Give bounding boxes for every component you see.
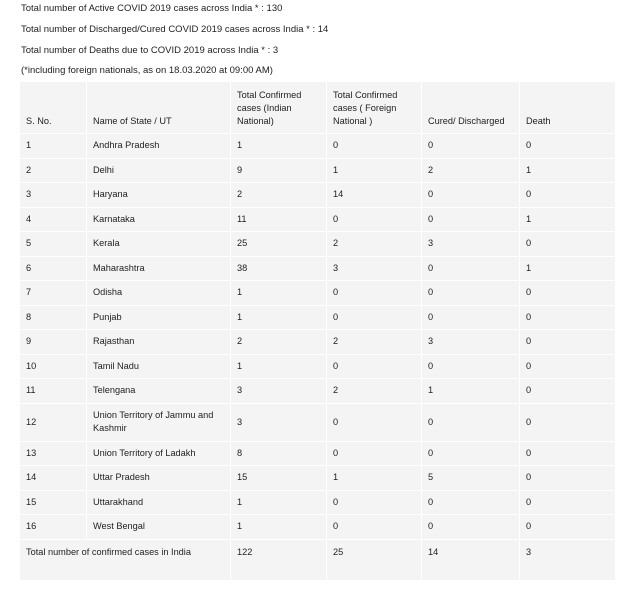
cell-serial-no: 12 <box>20 403 87 441</box>
cell-state-name: Andhra Pradesh <box>87 134 231 159</box>
cell-death: 0 <box>520 232 616 257</box>
cell-death: 1 <box>520 158 616 183</box>
table-row <box>20 490 616 515</box>
cell-confirmed-foreign: 0 <box>327 134 422 159</box>
cell-cured: 0 <box>422 305 520 330</box>
cell-state-name: Kerala <box>87 232 231 257</box>
data-note: (*including foreign nationals, as on 18.03.2020 at 09:00 AM) <box>21 65 273 76</box>
cell-serial-no: 10 <box>20 354 87 379</box>
cell-confirmed-foreign: 0 <box>327 441 422 466</box>
cell-cured: 0 <box>422 490 520 515</box>
total-cured: 14 <box>422 539 520 580</box>
table-header-row <box>20 82 616 134</box>
cell-confirmed-indian: 3 <box>231 379 327 404</box>
table-row <box>20 379 616 404</box>
cell-state-name: Union Territory of Jammu and Kashmir <box>87 403 231 441</box>
cell-confirmed-indian: 15 <box>231 466 327 491</box>
table-row <box>20 158 616 183</box>
cell-confirmed-indian: 11 <box>231 207 327 232</box>
cell-confirmed-indian: 2 <box>231 183 327 208</box>
header-serial-no: S. No. <box>20 82 87 134</box>
cell-confirmed-foreign: 2 <box>327 330 422 355</box>
table-row <box>20 305 616 330</box>
cell-cured: 3 <box>422 330 520 355</box>
cell-death: 1 <box>520 256 616 281</box>
cell-confirmed-foreign: 1 <box>327 158 422 183</box>
cell-confirmed-indian: 1 <box>231 134 327 159</box>
cell-state-name: Tamil Nadu <box>87 354 231 379</box>
cell-death: 0 <box>520 466 616 491</box>
cell-serial-no: 14 <box>20 466 87 491</box>
cell-serial-no: 15 <box>20 490 87 515</box>
header-cured-discharged: Cured/ Discharged <box>422 82 520 134</box>
cell-serial-no: 3 <box>20 183 87 208</box>
cell-state-name: West Bengal <box>87 515 231 540</box>
cell-state-name: Haryana <box>87 183 231 208</box>
cell-state-name: Karnataka <box>87 207 231 232</box>
cell-death: 0 <box>520 330 616 355</box>
header-death: Death <box>520 82 616 134</box>
total-death: 3 <box>520 539 616 580</box>
cell-confirmed-indian: 1 <box>231 281 327 306</box>
cell-serial-no: 4 <box>20 207 87 232</box>
table-row <box>20 354 616 379</box>
cell-state-name: Odisha <box>87 281 231 306</box>
table-row <box>20 403 616 441</box>
cell-confirmed-foreign: 0 <box>327 354 422 379</box>
cell-death: 0 <box>520 515 616 540</box>
cell-serial-no: 8 <box>20 305 87 330</box>
cell-confirmed-foreign: 14 <box>327 183 422 208</box>
cell-cured: 3 <box>422 232 520 257</box>
header-confirmed-foreign: Total Confirmed cases ( Foreign National ) <box>327 82 422 134</box>
cell-confirmed-foreign: 2 <box>327 232 422 257</box>
cell-cured: 0 <box>422 354 520 379</box>
table-row <box>20 256 616 281</box>
cell-death: 1 <box>520 207 616 232</box>
cell-serial-no: 16 <box>20 515 87 540</box>
cell-cured: 0 <box>422 441 520 466</box>
cell-confirmed-foreign: 0 <box>327 515 422 540</box>
cell-cured: 0 <box>422 256 520 281</box>
cell-serial-no: 7 <box>20 281 87 306</box>
cell-death: 0 <box>520 305 616 330</box>
cell-cured: 2 <box>422 158 520 183</box>
cell-state-name: Uttar Pradesh <box>87 466 231 491</box>
cell-serial-no: 2 <box>20 158 87 183</box>
cell-death: 0 <box>520 183 616 208</box>
discharged-cases-summary: Total number of Discharged/Cured COVID 2019 cases across India * : 14 <box>21 24 329 35</box>
cell-death: 0 <box>520 354 616 379</box>
table-row <box>20 330 616 355</box>
cell-confirmed-indian: 38 <box>231 256 327 281</box>
cell-cured: 1 <box>422 379 520 404</box>
total-label: Total number of confirmed cases in India <box>20 539 231 580</box>
cell-confirmed-foreign: 3 <box>327 256 422 281</box>
cell-death: 0 <box>520 134 616 159</box>
cell-state-name: Union Territory of Ladakh <box>87 441 231 466</box>
cell-confirmed-foreign: 0 <box>327 207 422 232</box>
total-indian: 122 <box>231 539 327 580</box>
table-row <box>20 281 616 306</box>
deaths-summary: Total number of Deaths due to COVID 2019 across India * : 3 <box>21 45 279 56</box>
cell-confirmed-foreign: 1 <box>327 466 422 491</box>
cell-confirmed-foreign: 2 <box>327 379 422 404</box>
cell-cured: 0 <box>422 183 520 208</box>
cell-serial-no: 11 <box>20 379 87 404</box>
cell-serial-no: 5 <box>20 232 87 257</box>
cell-death: 0 <box>520 403 616 441</box>
cell-cured: 5 <box>422 466 520 491</box>
cell-state-name: Maharashtra <box>87 256 231 281</box>
cell-confirmed-foreign: 0 <box>327 281 422 306</box>
cell-state-name: Rajasthan <box>87 330 231 355</box>
cell-confirmed-foreign: 0 <box>327 403 422 441</box>
cell-serial-no: 9 <box>20 330 87 355</box>
cell-death: 0 <box>520 379 616 404</box>
cell-death: 0 <box>520 490 616 515</box>
active-cases-summary: Total number of Active COVID 2019 cases across India * : 130 <box>21 3 283 14</box>
cell-confirmed-indian: 25 <box>231 232 327 257</box>
table-row <box>20 183 616 208</box>
cell-confirmed-indian: 2 <box>231 330 327 355</box>
table-row <box>20 134 616 159</box>
state-cases-table <box>19 81 616 581</box>
table-row <box>20 232 616 257</box>
cell-state-name: Delhi <box>87 158 231 183</box>
cell-confirmed-foreign: 0 <box>327 305 422 330</box>
cell-cured: 0 <box>422 281 520 306</box>
table-row <box>20 207 616 232</box>
header-state-name: Name of State / UT <box>87 82 231 134</box>
table-row <box>20 515 616 540</box>
cell-confirmed-indian: 1 <box>231 305 327 330</box>
cell-death: 0 <box>520 281 616 306</box>
cell-confirmed-indian: 3 <box>231 403 327 441</box>
cell-death: 0 <box>520 441 616 466</box>
cell-confirmed-indian: 1 <box>231 354 327 379</box>
cell-cured: 0 <box>422 207 520 232</box>
cell-serial-no: 1 <box>20 134 87 159</box>
header-confirmed-indian: Total Confirmed cases (Indian National) <box>231 82 327 134</box>
cell-serial-no: 6 <box>20 256 87 281</box>
cell-state-name: Uttarakhand <box>87 490 231 515</box>
cell-state-name: Telengana <box>87 379 231 404</box>
cell-confirmed-indian: 1 <box>231 515 327 540</box>
cell-confirmed-indian: 8 <box>231 441 327 466</box>
cell-confirmed-foreign: 0 <box>327 490 422 515</box>
cell-state-name: Punjab <box>87 305 231 330</box>
cell-cured: 0 <box>422 134 520 159</box>
total-row <box>20 539 616 580</box>
cell-confirmed-indian: 9 <box>231 158 327 183</box>
table-row <box>20 441 616 466</box>
cell-cured: 0 <box>422 403 520 441</box>
cell-serial-no: 13 <box>20 441 87 466</box>
total-foreign: 25 <box>327 539 422 580</box>
cell-cured: 0 <box>422 515 520 540</box>
cell-confirmed-indian: 1 <box>231 490 327 515</box>
table-row <box>20 466 616 491</box>
